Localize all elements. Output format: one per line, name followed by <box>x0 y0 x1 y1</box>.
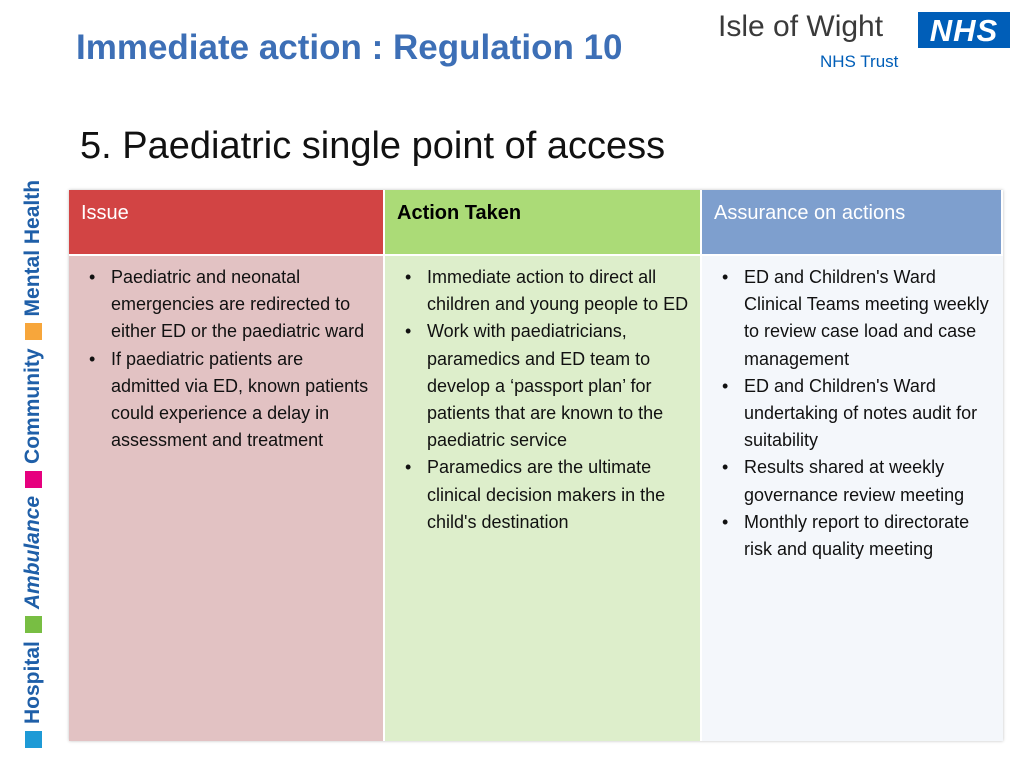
logo-name: Isle of Wight <box>718 10 884 43</box>
header-action-taken: Action Taken <box>385 190 702 256</box>
list-item-text: Monthly report to directorate risk and quality meeting <box>744 511 970 560</box>
logo-subtitle: NHS Trust <box>820 52 899 71</box>
list-item: • Results shared at weekly governance review meeting <box>722 457 965 505</box>
list-item-text: Work with paediatricians, paramedics and ED team to develop a ‘passport plan’ for patients that are known to the paediatric service <box>427 321 664 451</box>
hospital-square-icon <box>25 731 42 748</box>
mental-health-square-icon <box>25 323 42 340</box>
side-banner <box>18 22 48 752</box>
list-item-text: Paramedics are the ultimate clinical decision makers in the child's destination <box>427 457 666 532</box>
ambulance-square-icon <box>25 616 42 633</box>
page-title: Immediate action : Regulation 10 <box>76 28 623 67</box>
assurance-list <box>714 264 993 563</box>
list-item: • Monthly report to directorate risk and quality meeting <box>722 511 970 560</box>
banner-mental-health: Mental Health <box>21 179 44 317</box>
list-item-text: If paediatric patients are admitted via ED, known patients could experience a delay in assessment and treatment <box>111 348 369 451</box>
banner-community: Community <box>21 348 44 464</box>
list-item: • If paediatric patients are admitted via ED, known patients could experience a delay in assessment and treatment <box>89 348 369 451</box>
list-item-text: ED and Children's Ward Clinical Teams meeting weekly to review case load and case management <box>744 267 989 369</box>
list-item: • ED and Children's Ward undertaking of notes audit for suitability <box>722 375 978 451</box>
action-list <box>397 264 690 536</box>
issue-cell <box>69 256 385 741</box>
actions-table <box>69 190 1003 741</box>
action-cell <box>385 256 702 741</box>
banner-ambulance: Ambulance <box>21 495 44 610</box>
header-issue: Issue <box>69 190 385 256</box>
community-square-icon <box>25 471 42 488</box>
list-item: • Paediatric and neonatal emergencies are redirected to either ED or the paediatric ward <box>89 267 365 342</box>
list-item: • Immediate action to direct all children and young people to ED <box>405 267 689 315</box>
list-item: • Work with paediatricians, paramedics and ED team to develop a ‘passport plan’ for patients that are known to the paediatric service <box>405 321 664 451</box>
nhs-logo-text: NHS <box>929 13 999 48</box>
list-item-text: Paediatric and neonatal emergencies are redirected to either ED or the paediatric ward <box>111 267 365 342</box>
nhs-logo-icon <box>918 12 1010 48</box>
issue-list <box>81 264 373 454</box>
banner-hospital: Hospital <box>21 641 44 724</box>
list-item: • ED and Children's Ward Clinical Teams meeting weekly to review case load and case management <box>722 267 989 369</box>
side-banner-text <box>18 22 48 752</box>
section-heading: 5. Paediatric single point of access <box>80 125 666 167</box>
list-item: • Paramedics are the ultimate clinical decision makers in the child's destination <box>405 457 666 532</box>
header-assurance: Assurance on actions <box>702 190 1003 256</box>
list-item-text: Results shared at weekly governance review meeting <box>744 457 965 505</box>
assurance-cell <box>702 256 1003 741</box>
list-item-text: ED and Children's Ward undertaking of notes audit for suitability <box>744 375 978 451</box>
list-item-text: Immediate action to direct all children and young people to ED <box>427 267 689 315</box>
